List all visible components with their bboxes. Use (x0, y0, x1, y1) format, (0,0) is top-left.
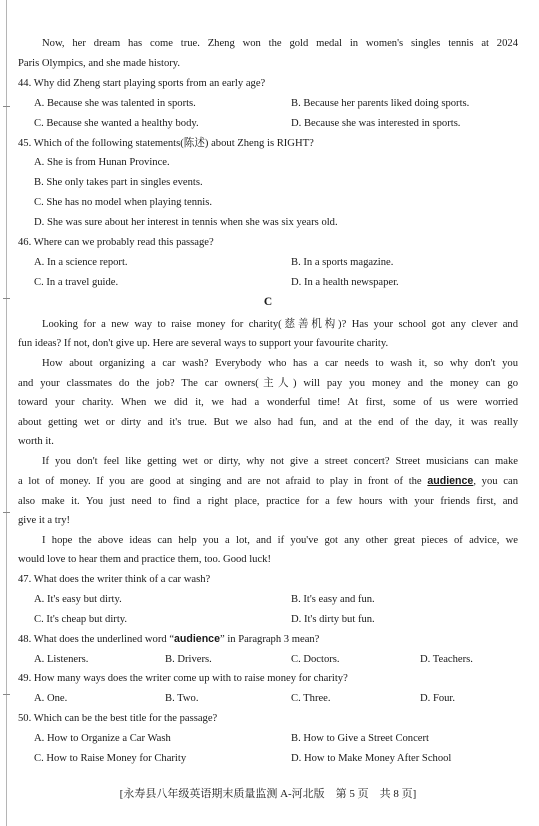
passage-c-line: about getting wet or dirty and it's true. But we also had fun, and at the end of the day, it was really (18, 417, 518, 428)
question-45-stem: 45. Which of the following statements(陈述) about Zheng is RIGHT? (18, 138, 314, 149)
q47-option-c: C. It's cheap but dirty. (34, 614, 128, 625)
margin-tick (3, 298, 10, 299)
question-49-stem: 49. How many ways does the writer come up with to raise money for charity? (18, 673, 348, 684)
question-44-stem: 44. Why did Zheng start playing sports from an early age? (18, 78, 266, 89)
q45-option-a: A. She is from Hunan Province. (34, 157, 170, 168)
q45-option-d: D. She was sure about her interest in tennis when she was six years old. (34, 217, 338, 228)
underlined-word-audience: audience (427, 475, 474, 487)
passage-c-line: would love to hear them and practice them, too. Good luck! (18, 554, 271, 565)
margin-tick (3, 106, 10, 107)
passage-text: , you can (473, 476, 518, 487)
passage-c-line: toward your charity. When we did it, we had a wonderful time! At first, some of us were worried (18, 397, 518, 408)
question-46-stem: 46. Where can we probably read this passage? (18, 237, 214, 248)
q46-option-d: D. In a health newspaper. (291, 277, 399, 288)
q48-option-a: A. Listeners. (34, 654, 89, 665)
q47-option-d: D. It's dirty but fun. (291, 614, 375, 625)
question-48-stem (18, 633, 518, 646)
q50-option-a: A. How to Organize a Car Wash (34, 733, 171, 744)
section-heading-c: C (263, 296, 273, 308)
passage-c-line: If you don't feel like getting wet or dirty, why not give a street concert? Street musicians can make (42, 456, 518, 467)
q49-option-a: A. One. (34, 693, 68, 704)
q50-option-b: B. How to Give a Street Concert (291, 733, 429, 744)
passage-c-line: give it a try! (18, 515, 71, 526)
q44-option-d: D. Because she was interested in sports. (291, 118, 461, 129)
q49-option-b: B. Two. (165, 693, 199, 704)
question-text: ” in Paragraph 3 mean? (219, 634, 320, 645)
q49-option-d: D. Four. (420, 693, 456, 704)
passage-line: Now, her dream has come true. Zheng won the gold medal in women's singles tennis at 2024 (42, 38, 518, 49)
q44-option-b: B. Because her parents liked doing sports. (291, 98, 470, 109)
passage-c-line: Looking for a new way to raise money for charity(慈善机构)? Has your school got any clever and (42, 319, 518, 330)
question-50-stem: 50. Which can be the best title for the passage? (18, 713, 218, 724)
passage-c-line: worth it. (18, 436, 54, 447)
q47-option-b: B. It's easy and fun. (291, 594, 375, 605)
passage-c-line: and your classmates do the job? The car owners(主人) will pay you money and the money can go (18, 378, 518, 389)
q46-option-b: B. In a sports magazine. (291, 257, 394, 268)
q44-option-c: C. Because she wanted a healthy body. (34, 118, 199, 129)
q48-option-d: D. Teachers. (420, 654, 473, 665)
q45-option-b: B. She only takes part in singles events. (34, 177, 203, 188)
q46-option-a: A. In a science report. (34, 257, 128, 268)
q48-option-b: B. Drivers. (165, 654, 212, 665)
quoted-word-audience: audience (174, 633, 220, 645)
q50-option-c: C. How to Raise Money for Charity (34, 753, 187, 764)
q45-option-c: C. She has no model when playing tennis. (34, 197, 213, 208)
question-47-stem: 47. What does the writer think of a car wash? (18, 574, 211, 585)
page-footer: [永寿县八年级英语期末质量监测 A-河北版 第 5 页 共 8 页] (119, 788, 417, 800)
passage-c-line: I hope the above ideas can help you a lot, and if you've got any other great pieces of advice, we (42, 535, 518, 546)
margin-tick (3, 512, 10, 513)
q50-option-d: D. How to Make Money After School (291, 753, 452, 764)
q46-option-c: C. In a travel guide. (34, 277, 119, 288)
passage-text: a lot of money. If you are good at singing and are not afraid to play in front of the (18, 476, 422, 487)
passage-c-line: also make it. You just need to find a right place, practice for a few hours with your friends first, and (18, 496, 518, 507)
passage-c-line: How about organizing a car wash? Everybody who has a car needs to wash it, so why don't you (42, 358, 518, 369)
passage-line: Paris Olympics, and she made history. (18, 58, 181, 69)
q49-option-c: C. Three. (291, 693, 331, 704)
q48-option-c: C. Doctors. (291, 654, 340, 665)
binding-margin-line (6, 0, 7, 826)
question-text: 48. What does the underlined word “ (18, 634, 175, 645)
margin-tick (3, 694, 10, 695)
q44-option-a: A. Because she was talented in sports. (34, 98, 196, 109)
passage-c-line: fun ideas? If not, don't give up. Here are several ways to support your favourite charity. (18, 338, 389, 349)
passage-c-line-with-underline (18, 475, 518, 488)
q47-option-a: A. It's easy but dirty. (34, 594, 122, 605)
